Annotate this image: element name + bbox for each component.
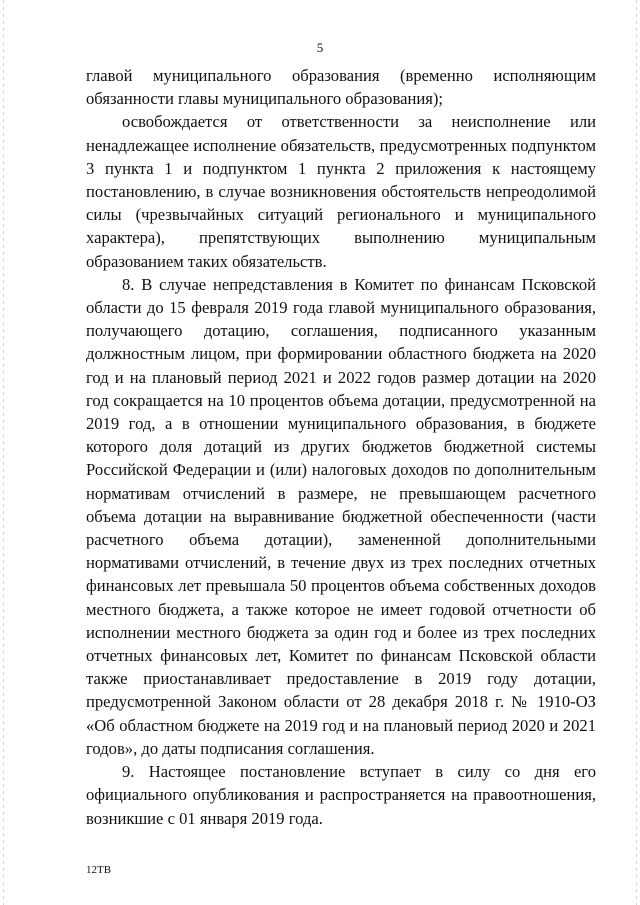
- page-number: 5: [316, 40, 324, 55]
- footer-code: 12ТВ: [86, 864, 112, 876]
- scan-edge-right: [636, 0, 637, 905]
- paragraph-continuation: главой муниципального образования (временно исполняющим обязанности главы муниципального образования);: [86, 66, 596, 109]
- paragraph-item-8: 8. В случае непредставления в Комитет по финансам Псковской области до 15 февраля 2019 года главой муниципального образования, получающего дотацию, соглашения, подписанного указанным должностным лицом, при формировании областного бюджета на 2020 год и на плановый период 2021 и 2022 годов размер дотации на 2020 год сокращается на 10 процентов объема дотации, предусмотренной на 2019 год, а в отношении муниципального образования, в бюджете которого доля дотаций из других бюджетов бюджетной системы Российской Федерации и (или) налоговых доходов по дополнительным нормативам отчислений в размере, не превышающем расчетного объема дотации на выравнивание бюджетной обеспеченности (части расчетного объема дотации), замененной дополнительными нормативами отчислений, в течение двух из трех последних отчетных финансовых лет превышала 50 процентов объема собственных доходов местного бюджета, а также которое не имеет годовой отчетности об исполнении местного бюджета за один год и более из трех последних отчетных финансовых лет, Комитет по финансам Псковской области также приостанавливает предоставление в 2019 году дотации, предусмотренной Законом области от 28 декабря 2018 г. № 1910-ОЗ «Об областном бюджете на 2019 год и на плановый период 2020 и 2021 годов», до даты подписания соглашения.: [86, 274, 596, 758]
- paragraph-item-9: 9. Настоящее постановление вступает в силу со дня его официального опубликования и распространяется на правоотношения, возникшие с 01 января 2019 года.: [86, 762, 596, 828]
- scan-edge-left: [3, 0, 4, 905]
- document-body: [86, 64, 596, 830]
- paragraph-exemption: освобождается от ответственности за неисполнение или ненадлежащее исполнение обязательств, предусмотренных подпунктом 3 пункта 1 и подпунктом 1 пункта 2 приложения к настоящему постановлению, в случае возникновения обстоятельств непреодолимой силы (чрезвычайных ситуаций регионального и муниципального характера), препятствующих выполнению муниципальным образованием таких обязательств.: [86, 112, 596, 271]
